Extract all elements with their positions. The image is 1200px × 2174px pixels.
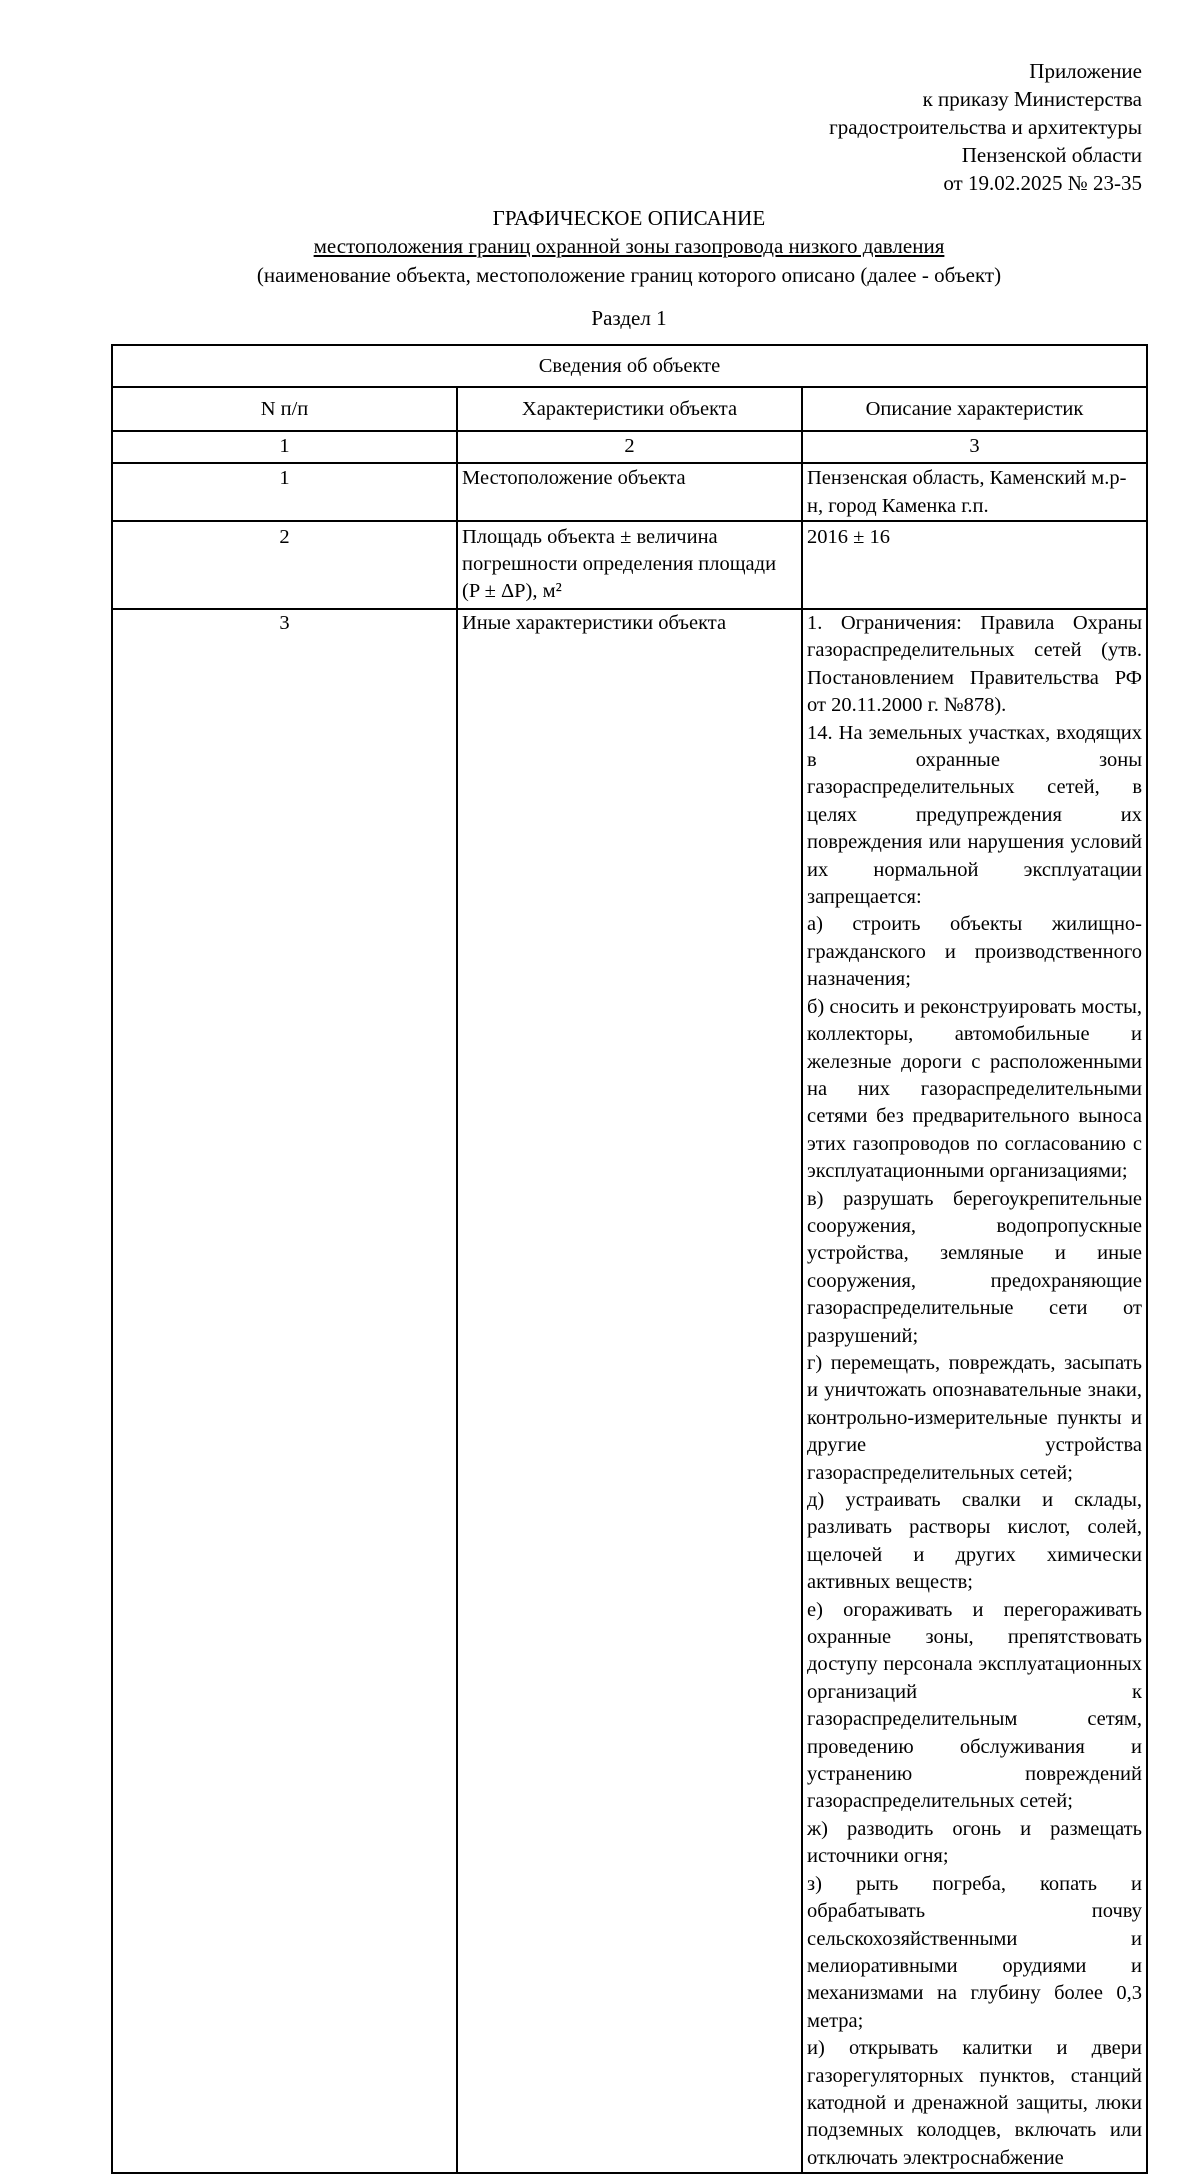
appendix-line: от 19.02.2025 № 23-35	[943, 171, 1142, 195]
column-number: 1	[112, 431, 457, 463]
column-header: N п/п	[112, 387, 457, 431]
subtitle-note: (наименование объекта, местоположение границ которого описано (далее - объект)	[256, 263, 1002, 287]
restriction-paragraph: е) огораживать и перегораживать охранные зоны, препятствовать доступу персонала эксплуатационных организаций к газораспределительным сетям, проведению обслуживания и устранению повреждений газораспределительных сетей;	[807, 1598, 1142, 1813]
column-number: 3	[802, 431, 1147, 463]
restriction-paragraph: в) разрушать берегоукрепительные сооружения, водопропускные устройства, земляные и иные сооружения, предохраняющие газораспределительные сети от разрушений;	[807, 1187, 1142, 1347]
object-info-table	[111, 344, 1148, 2174]
row-description: Пензенская область, Каменский м.р-н, город Каменка г.п.	[802, 463, 1147, 521]
appendix-line: градостроительства и архитектуры	[829, 115, 1142, 139]
appendix-line: Приложение	[1029, 59, 1142, 83]
restriction-paragraph: б) сносить и реконструировать мосты, коллекторы, автомобильные и железные дороги с расположенными на них газораспределительными сетями без предварительного выноса этих газопроводов по согласованию с эксплуатационными организациями;	[807, 995, 1142, 1183]
document-title: ГРАФИЧЕСКОЕ ОПИСАНИЕ	[492, 206, 766, 230]
restriction-paragraph: а) строить объекты жилищно-гражданского и производственного назначения;	[807, 913, 1142, 991]
row-description	[802, 609, 1147, 2173]
column-number: 2	[457, 431, 802, 463]
restriction-paragraph: д) устраивать свалки и склады, разливать растворы кислот, солей, щелочей и других химически активных веществ;	[807, 1489, 1142, 1594]
table-row	[112, 609, 1147, 2173]
restriction-paragraph: з) рыть погреба, копать и обрабатывать почву сельскохозяйственными и мелиоративными орудиями и механизмами на глубину более 0,3 метра;	[807, 1872, 1142, 2032]
restriction-paragraph: г) перемещать, повреждать, засыпать и уничтожать опознавательные знаки, контрольно-измерительные пункты и другие устройства газораспределительных сетей;	[807, 1351, 1142, 1484]
column-header: Характеристики объекта	[457, 387, 802, 431]
table-row	[112, 521, 1147, 609]
row-number: 1	[112, 463, 457, 521]
restriction-paragraph: ж) разводить огонь и размещать источники огня;	[807, 1817, 1142, 1868]
row-characteristic: Местоположение объекта	[457, 463, 802, 521]
document-subtitle: местоположения границ охранной зоны газопровода низкого давления	[313, 234, 945, 258]
column-header: Описание характеристик	[802, 387, 1147, 431]
row-number: 2	[112, 521, 457, 609]
restriction-paragraph: и) открывать калитки и двери газорегуляторных пунктов, станций катодной и дренажной защиты, люки подземных колодцев, включать или отключать электроснабжение	[807, 2037, 1142, 2169]
section-title: Раздел 1	[591, 306, 667, 330]
row-number: 3	[112, 609, 457, 2173]
row-characteristic: Иные характеристики объекта	[457, 609, 802, 2173]
appendix-block	[829, 57, 1142, 197]
restriction-paragraph: 1. Ограничения: Правила Охраны газораспределительных сетей (утв. Постановлением Правительства РФ от 20.11.2000 г. №878).	[807, 612, 1142, 717]
row-characteristic: Площадь объекта ± величина погрешности определения площади (P ± ΔP), м²	[457, 521, 802, 609]
table-row	[112, 463, 1147, 521]
table-caption: Сведения об объекте	[112, 345, 1147, 387]
restriction-paragraph: 14. На земельных участках, входящих в охранные зоны газораспределительных сетей, в целях предупреждения их повреждения или нарушения условий их нормальной эксплуатации запрещается:	[807, 721, 1142, 909]
appendix-line: Пензенской области	[961, 143, 1142, 167]
appendix-line: к приказу Министерства	[922, 87, 1142, 111]
row-description: 2016 ± 16	[802, 521, 1147, 609]
title-block	[0, 204, 1200, 332]
